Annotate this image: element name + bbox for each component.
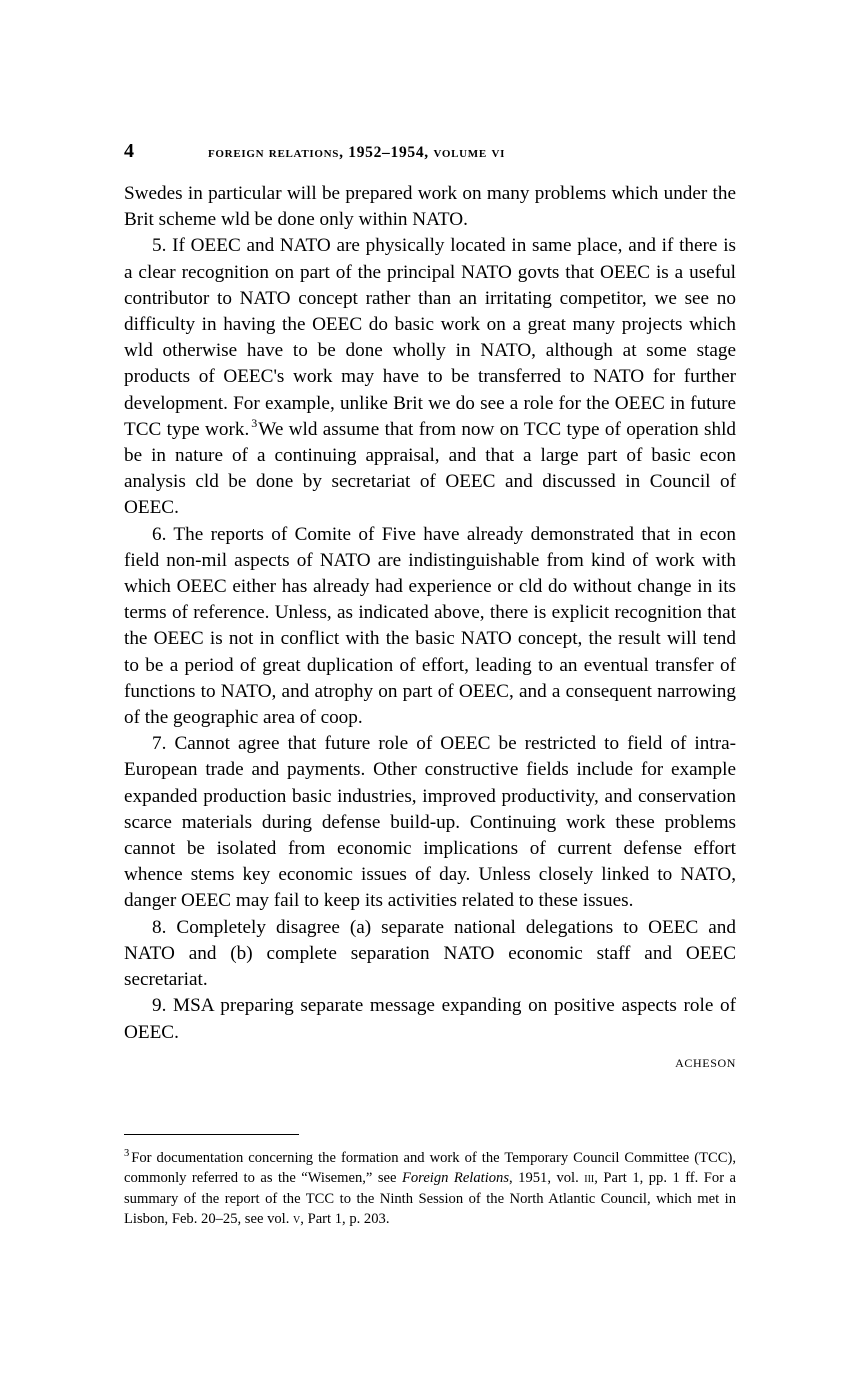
footnote-text-part-4: , Part 1, p. 203. xyxy=(300,1210,390,1227)
footnote-text-part-2: , 1951, vol. xyxy=(509,1170,585,1187)
footnote-3 xyxy=(124,1148,736,1230)
paragraph-9: 9. MSA preparing separate message expanding on positive aspects role of OEEC. xyxy=(124,995,736,1043)
footnote-reference-3[interactable]: 3 xyxy=(251,416,258,431)
footnote-volume-roman-1: iii xyxy=(584,1170,595,1187)
paragraph-5-text-after-note: We wld assume that from now on TCC type of operation shld be in nature of a continuing appraisal, and that a large part of basic econ analysis cld be done by secretariat of OEEC and discussed in Council of OEEC. xyxy=(124,418,736,519)
body-text xyxy=(124,181,736,1072)
paragraph-continued: Swedes in particular will be prepared work on many problems which under the Brit scheme wld be done only within NATO. xyxy=(124,183,736,231)
running-head-title: foreign relations, 1952–1954, volume vi xyxy=(208,144,506,161)
page-content xyxy=(124,140,736,1229)
footnote-text-part-1: For documentation concerning the formation and work of the Temporary Council Committee (TCC), commonly referred to as the “Wisemen,” see xyxy=(124,1149,736,1187)
running-head xyxy=(124,140,736,163)
paragraph-6: 6. The reports of Comite of Five have already demonstrated that in econ field non-mil aspects of NATO are indistinguishable from kind of work with which OEEC either has already had experience or cld do without change in its terms of reference. Unless, as indicated above, there is explicit recognition that the OEEC is not in conflict with the basic NATO concept, the result will tend to be a period of great duplication of effort, leading to an eventual transfer of functions to NATO, and atrophy on part of OEEC, and a consequent narrowing of the geographic area of coop. xyxy=(124,523,736,729)
footnote-text-part-3: , Part 1, pp. 1 ff. For a summary of the report of the TCC to the Ninth Session of the North Atlantic Council, which met in Lisbon, Feb. 20–25, see vol. xyxy=(124,1170,736,1227)
paragraph-7: 7. Cannot agree that future role of OEEC be restricted to field of intra-European trade and payments. Other constructive fields include for example expanded production basic industries, improved productivity, and conservation scarce materials during defense build-up. Continuing work these problems cannot be isolated from economic implications of current defense effort whence stems key economic issues of day. Unless closely linked to NATO, danger OEEC may fail to keep its activities related to these issues. xyxy=(124,733,736,912)
paragraph-5-text-before-note: 5. If OEEC and NATO are physically located in same place, and if there is a clear recognition on part of the principal NATO govts that OEEC is a useful contributor to NATO concept rather than an irritating competitor, we see no difficulty in having the OEEC do basic work on a great many projects which wld otherwise have to be done wholly in NATO, although at some stage products of OEEC's work may have to be transferred to NATO for further development. For example, unlike Brit we do see a role for the OEEC in future TCC type work. xyxy=(124,235,736,440)
footnote-italic-title: Foreign Relations xyxy=(401,1170,510,1187)
paragraph-5 xyxy=(124,233,736,521)
signature: acheson xyxy=(675,1051,736,1071)
footnote-marker: 3 xyxy=(124,1147,130,1159)
paragraph-8: 8. Completely disagree (a) separate national delegations to OEEC and NATO and (b) complete separation NATO economic staff and OEEC secretariat. xyxy=(124,916,736,991)
footnote-volume-roman-2: v xyxy=(293,1210,301,1227)
footnote-separator xyxy=(124,1134,299,1135)
page-number: 4 xyxy=(124,140,135,162)
